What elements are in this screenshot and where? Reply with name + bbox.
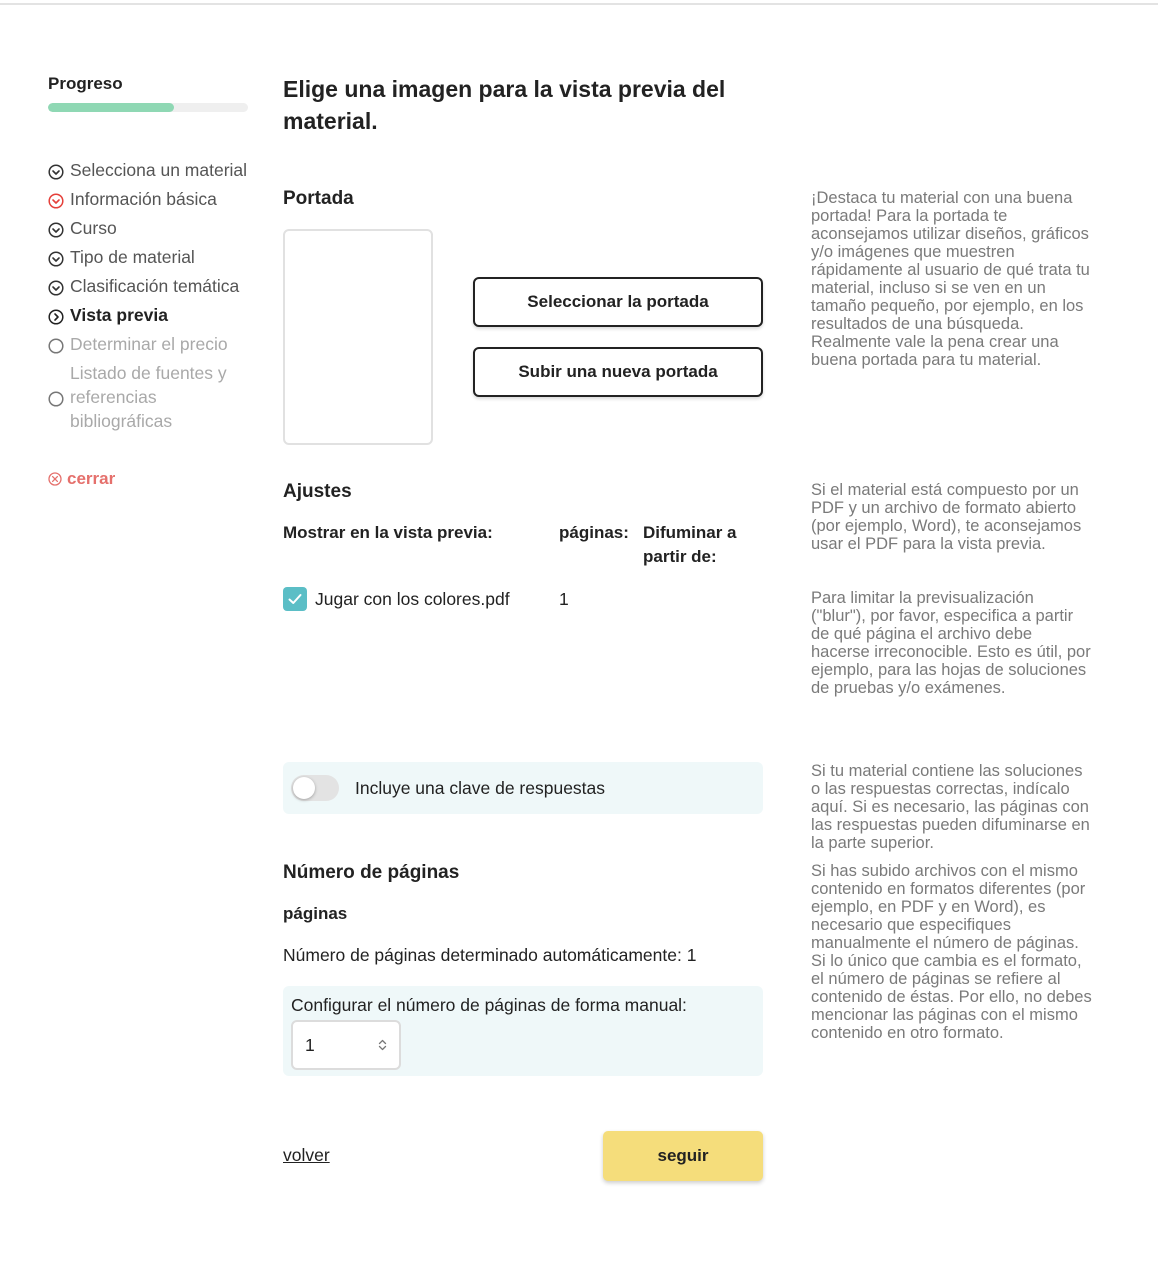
step-label: Curso bbox=[70, 218, 117, 238]
answer-key-label: Incluye una clave de respuestas bbox=[355, 777, 606, 798]
file-pages-value: 1 bbox=[559, 589, 569, 609]
column-show-in-preview: Mostrar en la vista previa: bbox=[283, 523, 493, 542]
progress-label: Progreso bbox=[48, 74, 123, 93]
step-basic-info[interactable] bbox=[48, 187, 248, 211]
page-count-stepper[interactable] bbox=[291, 1020, 401, 1070]
spin-arrows-icon[interactable] bbox=[378, 1038, 387, 1052]
cover-preview-image[interactable] bbox=[283, 229, 433, 445]
manual-page-count-panel bbox=[283, 986, 763, 1076]
cover-hint: ¡Destaca tu material con una buena portada! Para la portada te aconsejamos utilizar diseños, gráficos y/o imágenes que muestren rápidamente al usuario de qué trata tu material, incluso si se ven en un tamaño pequeño, por ejemplo, en los resultados de una búsqueda. Realmente vale la pena crear una buena portada para tu material. bbox=[811, 189, 1090, 369]
settings-heading: Ajustes bbox=[283, 481, 352, 502]
progress-sidebar bbox=[48, 74, 248, 489]
toggle-knob bbox=[293, 777, 315, 799]
chevron-down-circle-icon bbox=[48, 278, 64, 294]
cover-heading: Portada bbox=[283, 188, 354, 209]
step-label: Selecciona un material bbox=[70, 160, 248, 180]
step-price[interactable] bbox=[48, 332, 248, 356]
step-label: Tipo de material bbox=[70, 247, 195, 267]
select-cover-button[interactable]: Seleccionar la portada bbox=[473, 277, 763, 327]
step-select-material[interactable] bbox=[48, 158, 248, 182]
chevron-down-circle-icon bbox=[48, 162, 64, 178]
top-divider bbox=[0, 3, 1158, 5]
step-label: Determinar el precio bbox=[70, 334, 228, 354]
progress-bar-fill bbox=[48, 103, 174, 112]
empty-circle-icon bbox=[48, 336, 64, 352]
manual-page-count-label: Configurar el número de páginas de forma manual: bbox=[291, 995, 687, 1015]
step-course[interactable] bbox=[48, 216, 248, 240]
file-name: Jugar con los colores.pdf bbox=[315, 588, 510, 609]
back-link[interactable]: volver bbox=[283, 1145, 330, 1165]
auto-page-count-text: Número de páginas determinado automáticamente: 1 bbox=[283, 945, 697, 965]
step-list bbox=[48, 158, 248, 433]
upload-cover-button[interactable]: Subir una nueva portada bbox=[473, 347, 763, 397]
page-count-hint: Si has subido archivos con el mismo contenido en formatos diferentes (por ejemplo, en PDF y en Word), es necesario que especifiques manualmente el número de páginas. Si lo único que cambia es el formato, el número de páginas se refiere al contenido de éstas. Por ello, no debes mencionar las páginas con el mismo contenido en otro formato. bbox=[811, 862, 1092, 1042]
file-row bbox=[283, 587, 510, 611]
main-content bbox=[283, 73, 763, 137]
page-count-heading: Número de páginas bbox=[283, 862, 460, 883]
step-material-type[interactable] bbox=[48, 245, 248, 269]
answer-key-hint: Si tu material contiene las soluciones o las respuestas correctas, indícalo aquí. Si es necesario, las páginas con las respuestas pueden difuminarse en la parte superior. bbox=[811, 762, 1090, 852]
empty-circle-icon bbox=[48, 389, 64, 405]
answer-key-panel bbox=[283, 762, 763, 814]
column-blur-from: Difuminar a partir de: bbox=[643, 523, 737, 566]
page-count-input[interactable] bbox=[305, 1035, 365, 1056]
step-label: Listado de fuentes y referencias bibliográficas bbox=[70, 363, 227, 431]
file-checkbox[interactable] bbox=[283, 587, 307, 611]
close-link[interactable] bbox=[48, 469, 248, 489]
chevron-down-circle-icon bbox=[48, 191, 64, 207]
column-pages: páginas: bbox=[559, 523, 629, 542]
page-title: Elige una imagen para la vista previa del material. bbox=[283, 76, 726, 134]
chevron-down-circle-icon bbox=[48, 249, 64, 265]
close-label: cerrar bbox=[67, 469, 116, 488]
chevron-down-circle-icon bbox=[48, 220, 64, 236]
answer-key-toggle[interactable] bbox=[291, 775, 339, 801]
page-count-subheading: páginas bbox=[283, 904, 348, 923]
blur-hint: Para limitar la previsualización ("blur"), por favor, especifica a partir de qué página el archivo debe hacerse irreconocible. Esto es útil, por ejemplo, para las hojas de soluciones de pruebas y/o exámenes. bbox=[811, 589, 1091, 697]
progress-bar bbox=[48, 103, 248, 112]
next-button[interactable]: seguir bbox=[603, 1131, 763, 1181]
step-label: Información básica bbox=[70, 189, 217, 209]
step-classification[interactable] bbox=[48, 274, 248, 298]
step-label: Clasificación temática bbox=[70, 276, 240, 296]
chevron-right-circle-icon bbox=[48, 307, 64, 323]
pdf-hint: Si el material está compuesto por un PDF y un archivo de formato abierto (por ejemplo, Word), te aconsejamos usar el PDF para la vista previa. bbox=[811, 481, 1082, 553]
step-label: Vista previa bbox=[70, 305, 168, 325]
step-preview[interactable] bbox=[48, 303, 248, 327]
step-sources[interactable] bbox=[48, 361, 248, 433]
check-icon bbox=[287, 591, 303, 607]
close-circle-icon bbox=[48, 472, 62, 486]
